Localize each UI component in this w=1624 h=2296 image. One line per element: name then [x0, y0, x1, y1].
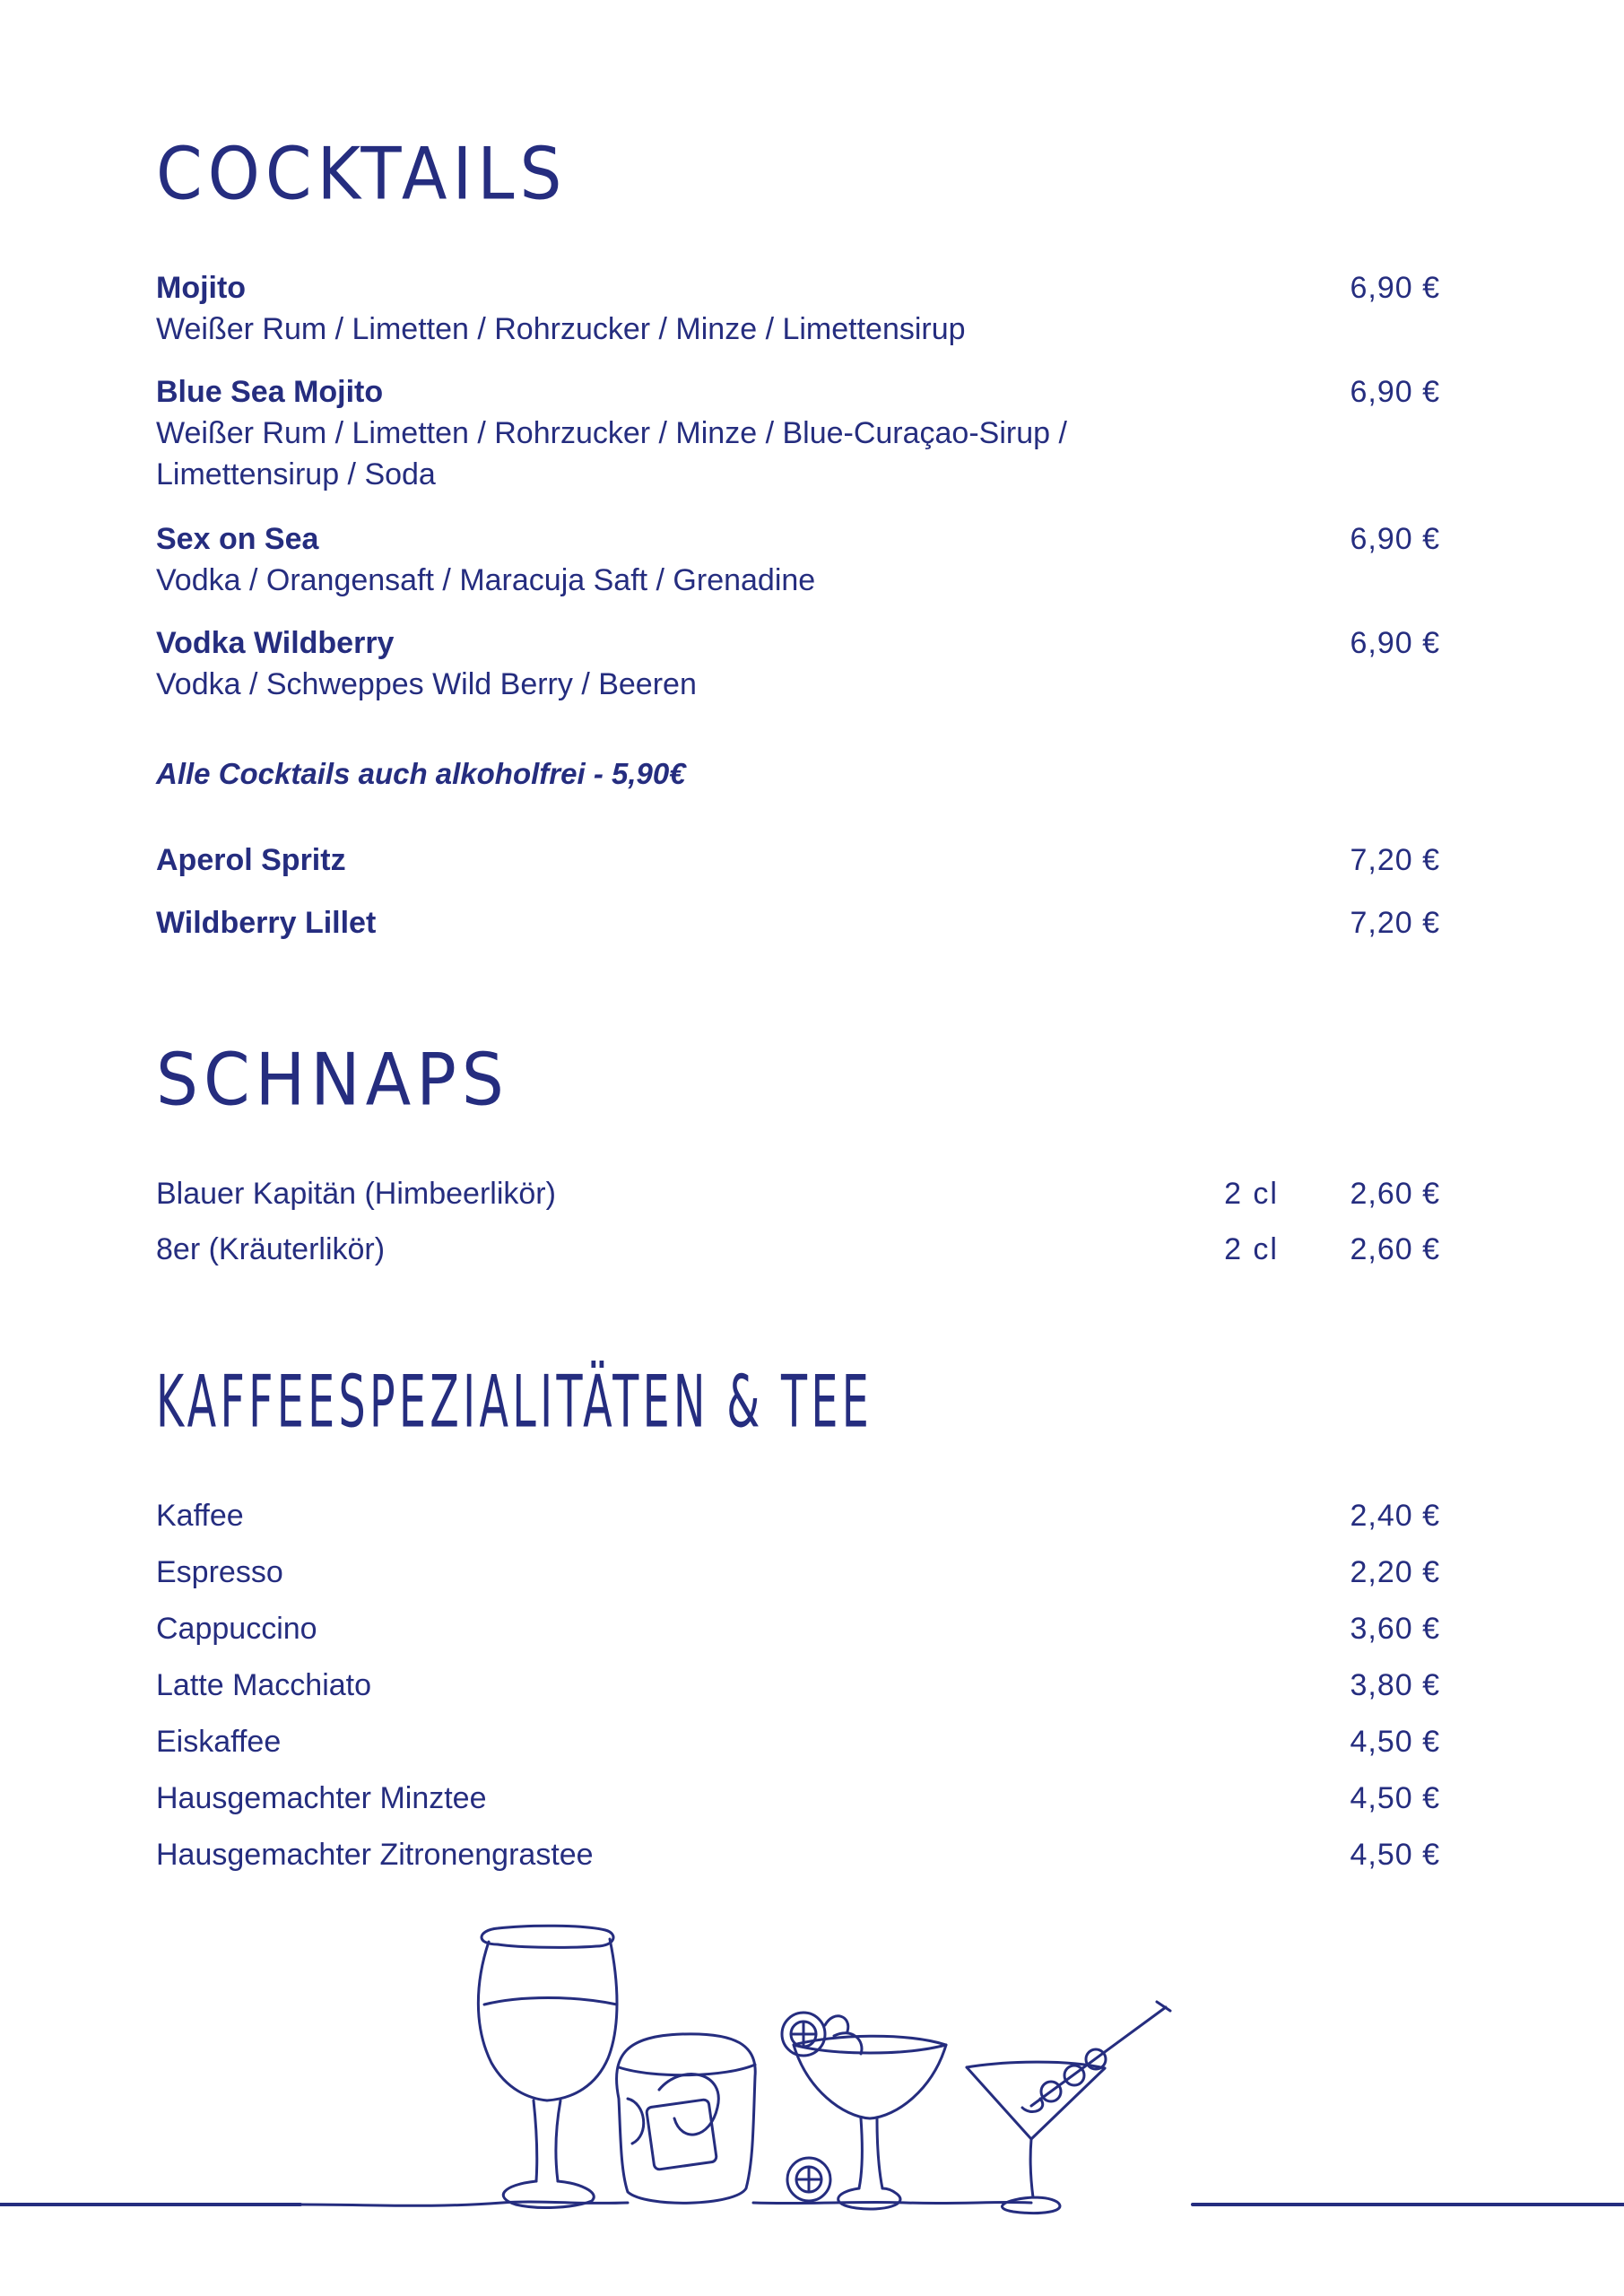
item-name: Hausgemachter Minztee: [156, 1781, 487, 1815]
menu-item: [156, 1552, 1440, 1593]
item-price: 4,50 €: [1350, 1838, 1440, 1872]
item-description: Vodka / Schweppes Wild Berry / Beeren: [156, 667, 697, 701]
item-price: 6,90 €: [1350, 271, 1440, 305]
section-title-schnaps: SCHNAPS: [156, 1039, 509, 1122]
drink-glasses-line-drawing-icon: [0, 1919, 1624, 2296]
item-price: 2,60 €: [1350, 1232, 1440, 1266]
menu-item: [156, 1173, 1440, 1214]
item-name: Mojito: [156, 271, 247, 305]
item-volume: 2 cl: [1224, 1232, 1279, 1266]
item-name: Kaffee: [156, 1499, 244, 1533]
item-description: Vodka / Orangensaft / Maracuja Saft / Grenadine: [156, 563, 816, 597]
menu-item: [156, 1721, 1440, 1762]
menu-item: [156, 839, 1440, 881]
item-price: 6,90 €: [1350, 522, 1440, 556]
menu-item: [156, 1665, 1440, 1706]
menu-item: [156, 371, 1440, 495]
item-name: Aperol Spritz: [156, 843, 346, 877]
item-price: 3,80 €: [1350, 1668, 1440, 1702]
menu-item: [156, 1229, 1440, 1270]
item-name: 8er (Kräuterlikör): [156, 1232, 386, 1266]
menu-item: [156, 1778, 1440, 1819]
item-name: Latte Macchiato: [156, 1668, 372, 1702]
section-title-cocktails: COCKTAILS: [156, 133, 568, 216]
item-name: Wildberry Lillet: [156, 906, 377, 940]
item-name: Espresso: [156, 1555, 283, 1589]
menu-item: [156, 1834, 1440, 1875]
item-volume: 2 cl: [1224, 1177, 1279, 1211]
item-price: 6,90 €: [1350, 626, 1440, 660]
alcohol-free-note: Alle Cocktails auch alkoholfrei - 5,90€: [156, 757, 686, 790]
item-name: Vodka Wildberry: [156, 626, 395, 660]
item-name: Eiskaffee: [156, 1725, 282, 1759]
menu-item: [156, 267, 1440, 350]
item-price: 4,50 €: [1350, 1781, 1440, 1815]
item-price: 3,60 €: [1350, 1612, 1440, 1646]
item-price: 4,50 €: [1350, 1725, 1440, 1759]
menu-item: [156, 518, 1440, 601]
menu-item: [156, 902, 1440, 944]
item-description: Weißer Rum / Limetten / Rohrzucker / Minze / Blue-Curaçao-Sirup / Limettensirup / Soda: [156, 416, 1067, 491]
item-name: Blue Sea Mojito: [156, 375, 384, 409]
item-price: 7,20 €: [1350, 843, 1440, 877]
item-name: Blauer Kapitän (Himbeerlikör): [156, 1177, 556, 1211]
menu-item: [156, 622, 1440, 705]
item-price: 7,20 €: [1350, 906, 1440, 940]
menu-item: [156, 1608, 1440, 1649]
menu-item: [156, 1495, 1440, 1536]
item-name: Cappuccino: [156, 1612, 317, 1646]
item-price: 2,20 €: [1350, 1555, 1440, 1589]
item-name: Hausgemachter Zitronengrastee: [156, 1838, 594, 1872]
item-price: 2,60 €: [1350, 1177, 1440, 1211]
item-price: 2,40 €: [1350, 1499, 1440, 1533]
item-price: 6,90 €: [1350, 375, 1440, 409]
section-title-kaffee: KAFFEESPEZIALITÄTEN & TEE: [156, 1360, 873, 1444]
item-description: Weißer Rum / Limetten / Rohrzucker / Minze / Limettensirup: [156, 312, 966, 346]
item-name: Sex on Sea: [156, 522, 319, 556]
